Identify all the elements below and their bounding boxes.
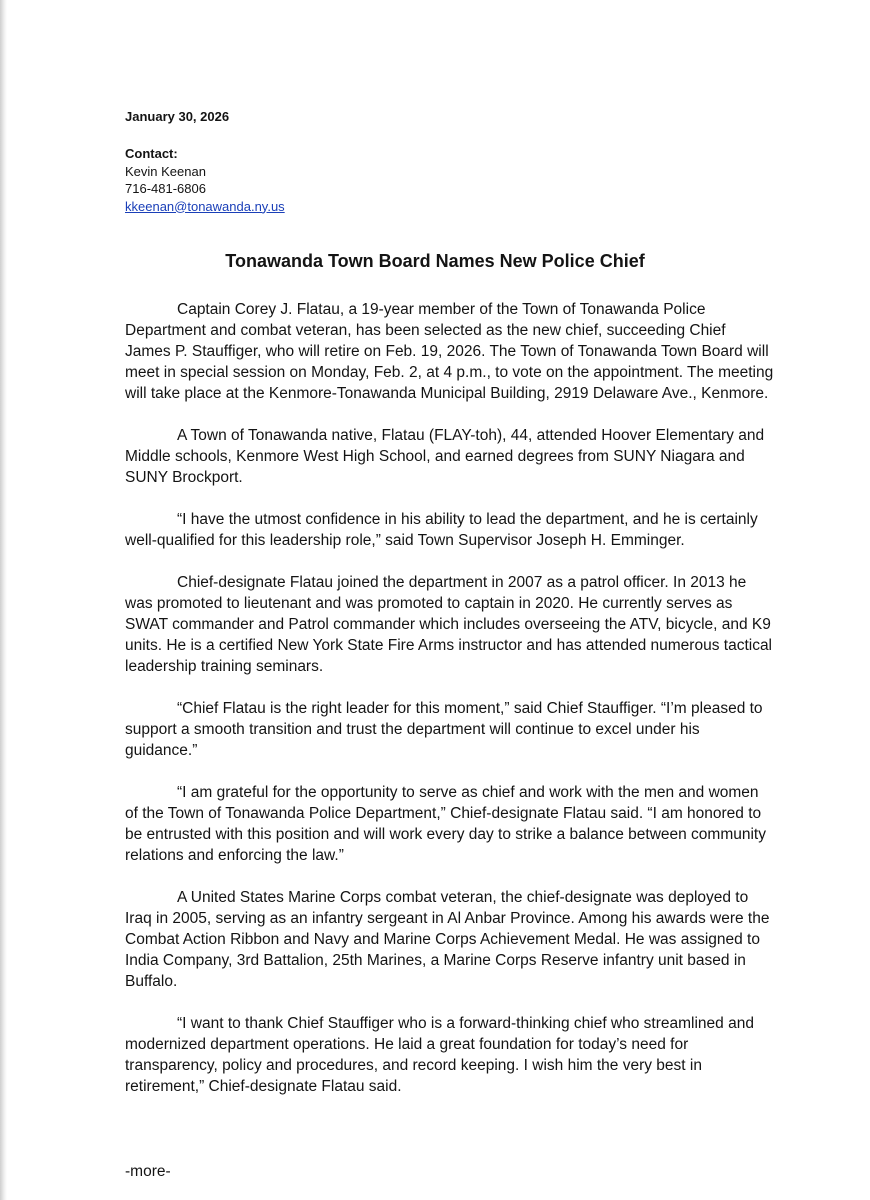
- contact-label: Contact:: [125, 146, 178, 161]
- paragraph-thanks-quote: “I want to thank Chief Stauffiger who is a forward-thinking chief who streamlined and modernized department operations. He laid a great foundation for today’s need for transparency, policy and procedures, and record keeping. I wish him the very best in retirement,” Chief-designate Flatau said.: [125, 1015, 754, 1095]
- contact-name: Kevin Keenan: [125, 163, 206, 179]
- paragraph-stauffiger-quote: “Chief Flatau is the right leader for this moment,” said Chief Stauffiger. “I’m pleased to support a smooth transition and trust the department will continue to excel under his guidance.”: [125, 700, 763, 759]
- contact-email-link[interactable]: kkeenan@tonawanda.ny.us: [125, 198, 285, 214]
- contact-block: [125, 145, 285, 215]
- paragraph-supervisor-quote: “I have the utmost confidence in his ability to lead the department, and he is certainly well-qualified for this leadership role,” said Town Supervisor Joseph H. Emminger.: [125, 511, 758, 549]
- paragraph-appointment: Captain Corey J. Flatau, a 19-year member of the Town of Tonawanda Police Department and combat veteran, has been selected as the new chief, succeeding Chief James P. Stauffiger, who will retire on Feb. 19, 2026. The Town of Tonawanda Town Board will meet in special session on Monday, Feb. 2, at 4 p.m., to vote on the appointment. The meeting will take place at the Kenmore-Tonawanda Municipal Building, 2919 Delaware Ave., Kenmore.: [125, 301, 774, 402]
- paragraph-military: A United States Marine Corps combat veteran, the chief-designate was deployed to Iraq in 2005, serving as an infantry sergeant in Al Anbar Province. Among his awards were the Combat Action Ribbon and Navy and Marine Corps Achievement Medal. He was assigned to India Company, 3rd Battalion, 25th Marines, a Marine Corps Reserve infantry unit based in Buffalo.: [125, 889, 770, 990]
- headline: Tonawanda Town Board Names New Police Chief: [225, 251, 645, 271]
- page-edge-shadow: [0, 0, 7, 1200]
- article-body: [125, 299, 775, 1118]
- release-date: January 30, 2026: [125, 109, 230, 124]
- paragraph-career: Chief-designate Flatau joined the department in 2007 as a patrol officer. In 2013 he was promoted to lieutenant and was promoted to captain in 2020. He currently serves as SWAT commander and Patrol commander which includes overseeing the ATV, bicycle, and K9 units. He is a certified New York State Fire Arms instructor and has attended numerous tactical leadership training seminars.: [125, 574, 773, 675]
- contact-phone: 716-481-6806: [125, 181, 206, 196]
- paragraph-background: A Town of Tonawanda native, Flatau (FLAY-toh), 44, attended Hoover Elementary and Middle schools, Kenmore West High School, and earned degrees from SUNY Niagara and SUNY Brockport.: [125, 427, 765, 486]
- paragraph-flatau-quote: “I am grateful for the opportunity to serve as chief and work with the men and women of the Town of Tonawanda Police Department,” Chief-designate Flatau said. “I am honored to be entrusted with this position and will work every day to strike a balance between community relations and enforcing the law.”: [125, 784, 766, 864]
- more-footer: -more-: [125, 1163, 171, 1180]
